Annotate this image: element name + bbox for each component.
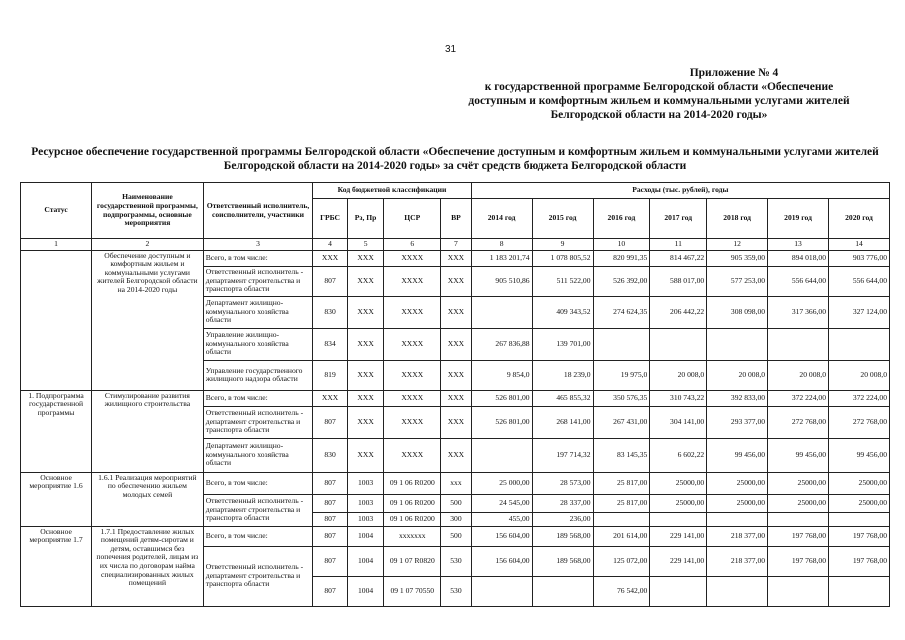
value-cell: 588 017,00 xyxy=(650,266,707,296)
value-cell: 25000,00 xyxy=(707,472,768,494)
document-title-line: Белгородской области на 2014-2020 годы» за счёт средств бюджета Белгородской области xyxy=(223,160,687,172)
value-cell: 83 145,35 xyxy=(593,438,650,472)
value-cell xyxy=(650,328,707,360)
value-cell: 308 098,00 xyxy=(707,296,768,328)
header-budget-code: Код бюджетной классификации xyxy=(313,183,471,199)
value-cell: 25000,00 xyxy=(650,472,707,494)
rzpr-cell: XXX xyxy=(347,390,384,406)
value-cell xyxy=(707,576,768,606)
value-cell: 76 542,00 xyxy=(593,576,650,606)
executor-cell: Всего, в том числе: xyxy=(203,250,313,266)
column-number: 9 xyxy=(532,239,593,251)
grbs-cell: 807 xyxy=(313,472,348,494)
status-cell: Основное мероприятие 1.6 xyxy=(21,472,92,526)
executor-cell: Департамент жилищно-коммунального хозяйства области xyxy=(203,438,313,472)
value-cell: 197 768,00 xyxy=(829,546,890,576)
value-cell: 409 343,52 xyxy=(532,296,593,328)
appendix-line: Белгородской области на 2014-2020 годы» xyxy=(550,109,768,121)
status-cell xyxy=(21,250,92,390)
value-cell: 903 776,00 xyxy=(829,250,890,266)
rzpr-cell: 1003 xyxy=(347,512,384,526)
table-row xyxy=(21,526,890,546)
column-number: 8 xyxy=(471,239,532,251)
value-cell: 6 602,22 xyxy=(650,438,707,472)
value-cell: 99 456,00 xyxy=(768,438,829,472)
executor-cell: Всего, в том числе: xyxy=(203,526,313,546)
appendix-title: Приложение № 4 xyxy=(689,67,779,79)
value-cell: 526 801,00 xyxy=(471,406,532,438)
value-cell: 156 604,00 xyxy=(471,546,532,576)
value-cell: 201 614,00 xyxy=(593,526,650,546)
value-cell xyxy=(593,328,650,360)
rzpr-cell: XXX xyxy=(347,438,384,472)
page-number: 31 xyxy=(445,44,457,55)
value-cell xyxy=(593,512,650,526)
value-cell: 99 456,00 xyxy=(707,438,768,472)
executor-cell: Всего, в том числе: xyxy=(203,390,313,406)
csr-cell: XXXX xyxy=(384,360,441,390)
value-cell: 20 008,0 xyxy=(650,360,707,390)
vr-cell: 300 xyxy=(441,512,471,526)
value-cell: 814 467,22 xyxy=(650,250,707,266)
value-cell: 511 522,00 xyxy=(532,266,593,296)
column-number: 2 xyxy=(92,239,204,251)
value-cell: 267 431,00 xyxy=(593,406,650,438)
rzpr-cell: 1004 xyxy=(347,526,384,546)
vr-cell: 530 xyxy=(441,576,471,606)
value-cell xyxy=(707,512,768,526)
value-cell xyxy=(768,328,829,360)
header-executor: Ответственный исполнитель, соисполнители, участники xyxy=(203,183,313,239)
rzpr-cell: XXX xyxy=(347,296,384,328)
value-cell: 189 568,00 xyxy=(532,526,593,546)
column-number: 3 xyxy=(203,239,313,251)
csr-cell: xxxxxxx xyxy=(384,526,441,546)
value-cell: 25000,00 xyxy=(707,494,768,512)
value-cell: 125 072,00 xyxy=(593,546,650,576)
appendix-line: доступным и комфортным жильем и коммунальными услугами жителей xyxy=(468,95,850,107)
csr-cell: 09 1 06 R0200 xyxy=(384,472,441,494)
rzpr-cell: 1004 xyxy=(347,576,384,606)
value-cell xyxy=(650,512,707,526)
value-cell xyxy=(532,576,593,606)
column-number: 13 xyxy=(768,239,829,251)
csr-cell: XXXX xyxy=(384,328,441,360)
rzpr-cell: XXX xyxy=(347,406,384,438)
value-cell: 20 008,0 xyxy=(707,360,768,390)
value-cell xyxy=(707,328,768,360)
value-cell: 139 701,00 xyxy=(532,328,593,360)
status-cell: 1. Подпрограмма государственной программы xyxy=(21,390,92,472)
value-cell: 272 768,00 xyxy=(829,406,890,438)
value-cell: 25000,00 xyxy=(768,494,829,512)
vr-cell: 500 xyxy=(441,526,471,546)
value-cell: 206 442,22 xyxy=(650,296,707,328)
vr-cell: XXX xyxy=(441,266,471,296)
value-cell: 465 855,32 xyxy=(532,390,593,406)
vr-cell: XXX xyxy=(441,360,471,390)
value-cell: 25000,00 xyxy=(768,472,829,494)
value-cell: 1 078 805,52 xyxy=(532,250,593,266)
grbs-cell: 830 xyxy=(313,296,348,328)
column-number: 12 xyxy=(707,239,768,251)
value-cell: 218 377,00 xyxy=(707,526,768,546)
grbs-cell: 807 xyxy=(313,546,348,576)
value-cell: 267 836,88 xyxy=(471,328,532,360)
status-cell: Основное мероприятие 1.7 xyxy=(21,526,92,606)
value-cell: 189 568,00 xyxy=(532,546,593,576)
header-csr: ЦСР xyxy=(384,199,441,239)
column-number: 4 xyxy=(313,239,348,251)
column-number: 11 xyxy=(650,239,707,251)
grbs-cell: 807 xyxy=(313,576,348,606)
vr-cell: 500 xyxy=(441,494,471,512)
value-cell: 20 008,0 xyxy=(768,360,829,390)
csr-cell: 09 1 07 R0820 xyxy=(384,546,441,576)
value-cell: 820 991,35 xyxy=(593,250,650,266)
program-name-cell: Стимулирование развития жилищного строительства xyxy=(92,390,204,472)
value-cell: 28 573,00 xyxy=(532,472,593,494)
executor-cell: Управление жилищно-коммунального хозяйства области xyxy=(203,328,313,360)
grbs-cell: XXX xyxy=(313,250,348,266)
grbs-cell: 807 xyxy=(313,526,348,546)
column-number: 6 xyxy=(384,239,441,251)
value-cell: 556 644,00 xyxy=(768,266,829,296)
value-cell: 28 337,00 xyxy=(532,494,593,512)
document-title-line: Ресурсное обеспечение государственной программы Белгородской области «Обеспечение доступным и комфортным жильем и коммунальными услугами жителей xyxy=(31,146,879,158)
value-cell: 350 576,35 xyxy=(593,390,650,406)
value-cell xyxy=(768,576,829,606)
value-cell: 197 714,32 xyxy=(532,438,593,472)
value-cell: 372 224,00 xyxy=(768,390,829,406)
header-name: Наименование государственной программы, подпрограммы, основные мероприятия xyxy=(92,183,204,239)
value-cell: 25000,00 xyxy=(829,472,890,494)
value-cell: 392 833,00 xyxy=(707,390,768,406)
value-cell xyxy=(768,512,829,526)
value-cell xyxy=(471,576,532,606)
rzpr-cell: XXX xyxy=(347,266,384,296)
value-cell: 9 854,0 xyxy=(471,360,532,390)
header-year: 2014 год xyxy=(471,199,532,239)
value-cell: 197 768,00 xyxy=(768,546,829,576)
value-cell: 25 000,00 xyxy=(471,472,532,494)
grbs-cell: 830 xyxy=(313,438,348,472)
value-cell: 372 224,00 xyxy=(829,390,890,406)
header-year: 2015 год xyxy=(532,199,593,239)
vr-cell: XXX xyxy=(441,296,471,328)
rzpr-cell: 1003 xyxy=(347,472,384,494)
value-cell xyxy=(829,576,890,606)
value-cell xyxy=(471,438,532,472)
csr-cell: XXXX xyxy=(384,250,441,266)
csr-cell: XXXX xyxy=(384,438,441,472)
value-cell: 20 008,0 xyxy=(829,360,890,390)
grbs-cell: 807 xyxy=(313,406,348,438)
program-name-cell: 1.7.1 Предоставление жилых помещений детям-сиротам и детям, оставшимся без попечения родителей, лицам из их числа по договорам найма специализированных жилых помещений xyxy=(92,526,204,606)
header-year: 2019 год xyxy=(768,199,829,239)
program-name-cell: 1.6.1 Реализация мероприятий по обеспечению жильем молодых семей xyxy=(92,472,204,526)
rzpr-cell: XXX xyxy=(347,328,384,360)
header-year: 2016 год xyxy=(593,199,650,239)
value-cell: 556 644,00 xyxy=(829,266,890,296)
table-row xyxy=(21,472,890,494)
vr-cell: 530 xyxy=(441,546,471,576)
value-cell: 268 141,00 xyxy=(532,406,593,438)
rzpr-cell: 1003 xyxy=(347,494,384,512)
value-cell xyxy=(829,512,890,526)
value-cell: 905 510,86 xyxy=(471,266,532,296)
value-cell: 894 018,00 xyxy=(768,250,829,266)
value-cell: 526 392,00 xyxy=(593,266,650,296)
column-number: 14 xyxy=(829,239,890,251)
value-cell: 272 768,00 xyxy=(768,406,829,438)
grbs-cell: 807 xyxy=(313,266,348,296)
header-year: 2020 год xyxy=(829,199,890,239)
executor-cell: Ответственный исполнитель - департамент строительства и транспорта области xyxy=(203,266,313,296)
vr-cell: XXX xyxy=(441,250,471,266)
column-number: 1 xyxy=(21,239,92,251)
vr-cell: XXX xyxy=(441,328,471,360)
value-cell xyxy=(829,328,890,360)
value-cell: 526 801,00 xyxy=(471,390,532,406)
value-cell: 304 141,00 xyxy=(650,406,707,438)
executor-cell: Ответственный исполнитель - департамент строительства и транспорта области xyxy=(203,494,313,526)
appendix-line: к государственной программе Белгородской области «Обеспечение xyxy=(484,81,834,93)
value-cell: 577 253,00 xyxy=(707,266,768,296)
value-cell: 274 624,35 xyxy=(593,296,650,328)
value-cell: 327 124,00 xyxy=(829,296,890,328)
table-row xyxy=(21,250,890,266)
value-cell: 905 359,00 xyxy=(707,250,768,266)
vr-cell: XXX xyxy=(441,406,471,438)
resource-table xyxy=(20,182,890,607)
vr-cell: xxx xyxy=(441,472,471,494)
value-cell: 18 239,0 xyxy=(532,360,593,390)
grbs-cell: 807 xyxy=(313,512,348,526)
value-cell: 25 817,00 xyxy=(593,472,650,494)
header-grbs: ГРБС xyxy=(313,199,348,239)
document-title xyxy=(20,145,890,173)
value-cell: 25000,00 xyxy=(650,494,707,512)
executor-cell: Всего, в том числе: xyxy=(203,472,313,494)
csr-cell: 09 1 06 R0200 xyxy=(384,512,441,526)
csr-cell: XXXX xyxy=(384,296,441,328)
column-number-row xyxy=(21,239,890,251)
header-year: 2017 год xyxy=(650,199,707,239)
rzpr-cell: XXX xyxy=(347,360,384,390)
value-cell: 218 377,00 xyxy=(707,546,768,576)
value-cell: 99 456,00 xyxy=(829,438,890,472)
column-number: 7 xyxy=(441,239,471,251)
value-cell: 293 377,00 xyxy=(707,406,768,438)
grbs-cell: XXX xyxy=(313,390,348,406)
value-cell: 19 975,0 xyxy=(593,360,650,390)
value-cell: 1 183 201,74 xyxy=(471,250,532,266)
column-number: 5 xyxy=(347,239,384,251)
vr-cell: XXX xyxy=(441,438,471,472)
executor-cell: Ответственный исполнитель - департамент строительства и транспорта области xyxy=(203,546,313,606)
value-cell xyxy=(471,296,532,328)
value-cell: 25 817,00 xyxy=(593,494,650,512)
grbs-cell: 819 xyxy=(313,360,348,390)
header-expenses: Расходы (тыс. рублей), годы xyxy=(471,183,889,199)
value-cell: 24 545,00 xyxy=(471,494,532,512)
value-cell: 229 141,00 xyxy=(650,526,707,546)
appendix-header xyxy=(449,66,869,122)
value-cell: 197 768,00 xyxy=(829,526,890,546)
csr-cell: 09 1 07 70550 xyxy=(384,576,441,606)
csr-cell: XXXX xyxy=(384,406,441,438)
csr-cell: 09 1 06 R0200 xyxy=(384,494,441,512)
value-cell: 236,00 xyxy=(532,512,593,526)
grbs-cell: 807 xyxy=(313,494,348,512)
executor-cell: Управление государственного жилищного надзора области xyxy=(203,360,313,390)
header-rzpr: Рз, Пр xyxy=(347,199,384,239)
column-number: 10 xyxy=(593,239,650,251)
value-cell: 317 366,00 xyxy=(768,296,829,328)
value-cell: 156 604,00 xyxy=(471,526,532,546)
header-vr: ВР xyxy=(441,199,471,239)
value-cell: 455,00 xyxy=(471,512,532,526)
header-year: 2018 год xyxy=(707,199,768,239)
header-status: Статус xyxy=(21,183,92,239)
grbs-cell: 834 xyxy=(313,328,348,360)
executor-cell: Ответственный исполнитель - департамент строительства и транспорта области xyxy=(203,406,313,438)
value-cell: 197 768,00 xyxy=(768,526,829,546)
program-name-cell: Обеспечение доступным и комфортным жильем и коммунальными услугами жителей Белгородской области на 2014-2020 годы xyxy=(92,250,204,390)
value-cell: 229 141,00 xyxy=(650,546,707,576)
value-cell: 25000,00 xyxy=(829,494,890,512)
csr-cell: XXXX xyxy=(384,390,441,406)
csr-cell: XXXX xyxy=(384,266,441,296)
table-row xyxy=(21,390,890,406)
vr-cell: XXX xyxy=(441,390,471,406)
rzpr-cell: XXX xyxy=(347,250,384,266)
rzpr-cell: 1004 xyxy=(347,546,384,576)
executor-cell: Департамент жилищно-коммунального хозяйства области xyxy=(203,296,313,328)
value-cell: 310 743,22 xyxy=(650,390,707,406)
value-cell xyxy=(650,576,707,606)
